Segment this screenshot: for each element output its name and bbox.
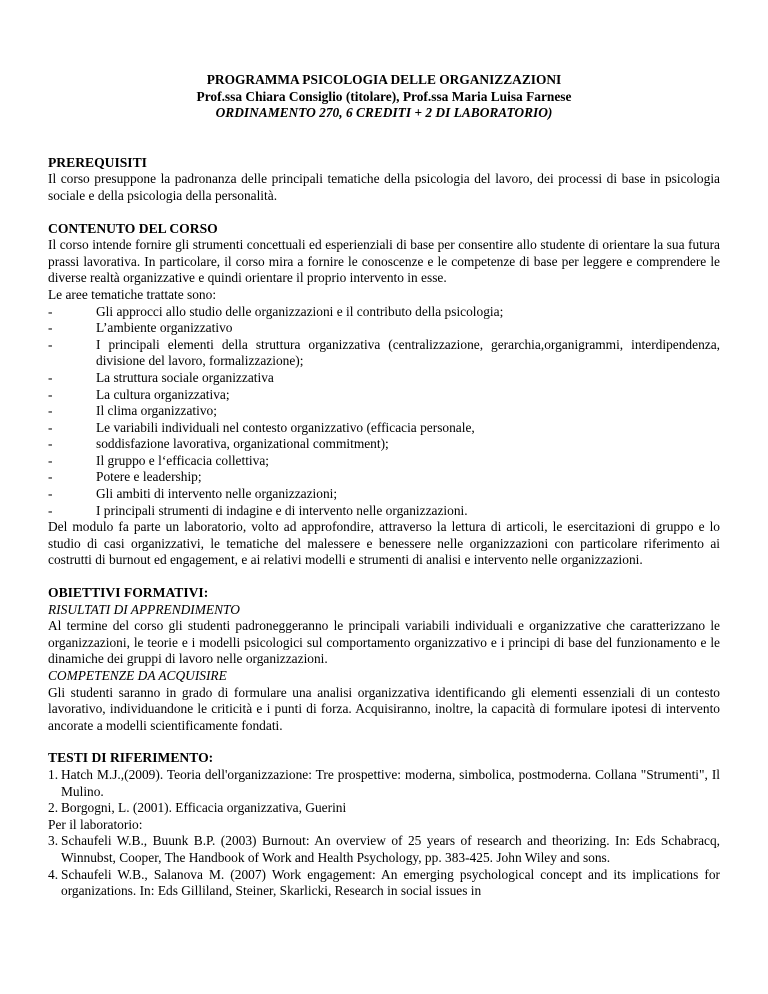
- paragraph: Del modulo fa parte un laboratorio, volto ad approfondire, attraverso la lettura di articoli, le esercitazioni di gruppo e lo studio di casi organizzativi, le tematiche del malessere e benessere nelle organizzazioni con particolare riferimento ai costrutti di burnout ed engagement, e ai relativi modelli e strumenti di analisi e intervento nelle organizzazioni.: [48, 519, 720, 568]
- paragraph: Gli studenti saranno in grado di formulare una analisi organizzativa identificando gli elementi essenziali di un contesto lavorativo, individuandone le criticità e i punti di forza. Acquisiranno, inoltre, la capacità di formulare ipotesi di intervento ancorate a modelli scientificamente fondati.: [48, 684, 720, 733]
- section-prerequisiti: [48, 155, 720, 205]
- list-intro: Le aree tematiche trattate sono:: [48, 286, 217, 302]
- ordinamento-line: ORDINAMENTO 270, 6 CREDITI + 2 DI LABORATORIO): [215, 105, 553, 121]
- list-item: - Il gruppo e l‘efficacia collettiva;: [48, 452, 270, 468]
- list-item: - soddisfazione lavorativa, organizational commitment);: [48, 436, 389, 452]
- reference-list: [48, 767, 720, 817]
- section-obiettivi: [48, 585, 720, 734]
- reference-list: [48, 833, 720, 899]
- list-item: - I principali elementi della struttura organizzativa (centralizzazione, gerarchia,organigrammi, interdipendenza, divisione del lavoro, formalizzazione);: [48, 336, 720, 369]
- section-heading: CONTENUTO DEL CORSO: [48, 220, 218, 236]
- subheading: COMPETENZE DA ACQUISIRE: [48, 668, 227, 683]
- list-item: - Il clima organizzativo;: [48, 403, 217, 419]
- document-header: [48, 72, 720, 122]
- section-heading: PREREQUISITI: [48, 154, 147, 170]
- section-contenuto: [48, 221, 720, 569]
- course-title: PROGRAMMA PSICOLOGIA DELLE ORGANIZZAZIONI: [206, 72, 562, 87]
- list-item: - Potere e leadership;: [48, 469, 202, 485]
- paragraph: Il corso presuppone la padronanza delle principali tematiche della psicologia del lavoro, dei processi di base in psicologia sociale e della psicologia della personalità.: [48, 171, 720, 203]
- list-item: - L’ambiente organizzativo: [48, 320, 233, 336]
- list-item: - Gli approcci allo studio delle organizzazioni e il contributo della psicologia;: [48, 303, 504, 319]
- reference-item: 3. Schaufeli W.B., Buunk B.P. (2003) Burnout: An overview of 25 years of research and theorizing. In: Eds Schabracq, Winnubst, Cooper, The Handbook of Work and Health Psychology, pp. 383-425. John Wiley and sons.: [48, 833, 720, 865]
- list-item: - La cultura organizzativa;: [48, 386, 230, 402]
- professors-line: Prof.ssa Chiara Consiglio (titolare), Prof.ssa Maria Luisa Farnese: [196, 88, 572, 104]
- section-testi: [48, 750, 720, 899]
- lab-label: Per il laboratorio:: [48, 816, 143, 832]
- paragraph: Al termine del corso gli studenti padroneggeranno le principali variabili individuali e organizzative che caratterizzano le organizzazioni, le teorie e i modelli psicologici sul comportamento organizzativo e i principi di base del funzionamento e le dinamiche dei gruppi di lavoro nelle organizzazioni.: [48, 618, 720, 667]
- reference-item: 4. Schaufeli W.B., Salanova M. (2007) Work engagement: An emerging psychological concept and its implications for organizations. In: Eds Gilliland, Steiner, Skarlicki, Research in social issues in: [48, 866, 720, 899]
- subheading: RISULTATI DI APPRENDIMENTO: [48, 601, 240, 617]
- document-page: [48, 72, 720, 900]
- reference-item: 1. Hatch M.J.,(2009). Teoria dell'organizzazione: Tre prospettive: moderna, simbolica, postmoderna. Collana "Strumenti", Il Mulino.: [48, 766, 720, 799]
- list-item: - Gli ambiti di intervento nelle organizzazioni;: [48, 486, 338, 502]
- paragraph: Il corso intende fornire gli strumenti concettuali ed esperienziali di base per consentire allo studente di orientare la sua futura prassi lavorativa. In particolare, il corso mira a fornire le conoscenze e le competenze di base per leggere e comprendere le diverse realtà organizzative e quindi orientare il proprio intervento in esse.: [48, 237, 720, 286]
- section-heading: TESTI DI RIFERIMENTO:: [48, 750, 214, 766]
- list-item: - I principali strumenti di indagine e di intervento nelle organizzazioni.: [48, 502, 468, 518]
- section-heading: OBIETTIVI FORMATIVI:: [48, 585, 209, 601]
- reference-item: 2. Borgogni, L. (2001). Efficacia organizzativa, Guerini: [48, 800, 347, 816]
- list-item: - La struttura sociale organizzativa: [48, 369, 274, 385]
- list-item: - Le variabili individuali nel contesto organizzativo (efficacia personale,: [48, 419, 475, 435]
- topic-list: [48, 304, 720, 520]
